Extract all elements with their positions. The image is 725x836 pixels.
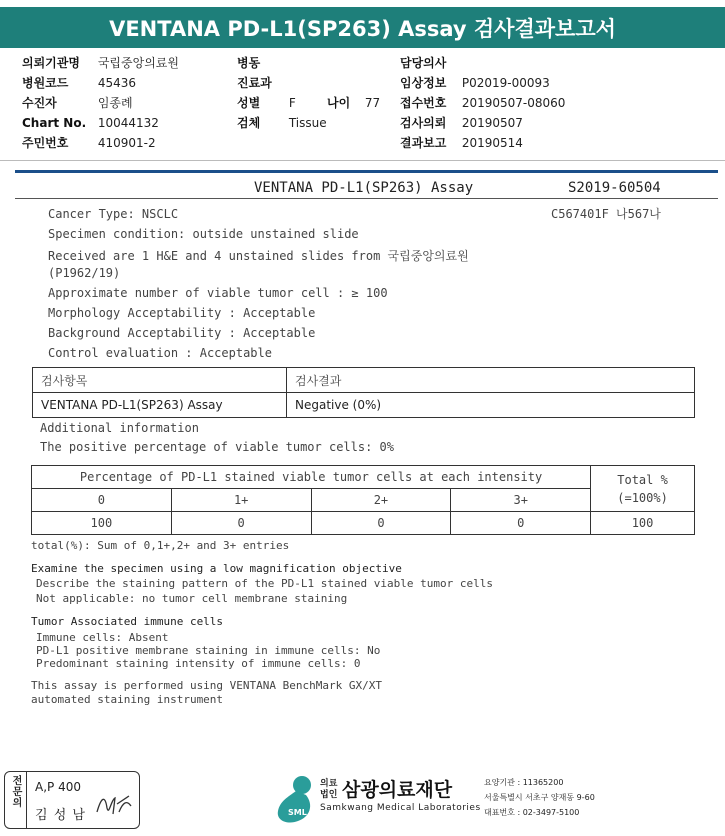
info-institution: 의뢰기관명 국립중앙의료원 (22, 56, 179, 70)
examine-title: Examine the specimen using a low magnification objective (31, 562, 402, 575)
info-resident-no: 주민번호 410901-2 (22, 136, 156, 150)
examine-line-1: Describe the staining pattern of the PD-L1 stained viable tumor cells (36, 577, 493, 590)
intensity-total: 100 (591, 512, 695, 535)
result-table-header (33, 368, 695, 393)
result-value: Negative (0%) (287, 393, 695, 418)
intensity-col-2: 2+ (311, 489, 451, 512)
control-evaluation: Control evaluation : Acceptable (48, 346, 272, 360)
info-divider (0, 160, 725, 161)
intensity-header-row (32, 466, 695, 489)
result-table-row (33, 393, 695, 418)
info-ward: 병동 (237, 56, 261, 70)
viable-tumor-count: Approximate number of viable tumor cell : ≥ 100 (48, 286, 388, 300)
block-id: C567401F 나567나 (551, 207, 661, 221)
additional-info-title: Additional information (40, 421, 199, 435)
org-name: 삼광의료재단 (342, 779, 453, 801)
org-english-name: Samkwang Medical Laboratories (320, 803, 481, 813)
assay-note-line-2: automated staining instrument (31, 693, 224, 706)
stamp-name: 김 성 남 (35, 808, 86, 823)
stamp-vertical-label: 전문의 (5, 772, 27, 828)
background-acceptability: Background Acceptability : Acceptable (48, 326, 316, 340)
pathologist-stamp (4, 771, 140, 829)
immune-line-3: Predominant staining intensity of immune cells: 0 (36, 657, 361, 670)
cancer-type: Cancer Type: NSCLC (48, 207, 179, 221)
info-department: 진료과 (237, 76, 272, 90)
morphology-acceptability: Morphology Acceptability : Acceptable (48, 306, 316, 320)
assay-note-line-1: This assay is performed using VENTANA BenchMark GX/XT (31, 679, 382, 692)
stamp-code: A,P 400 (35, 780, 81, 794)
intensity-table (31, 465, 695, 535)
total-note: total(%): Sum of 0,1+,2+ and 3+ entries (31, 539, 290, 552)
intensity-col-1: 1+ (171, 489, 311, 512)
org-code: 요양기관 : 11365200 (484, 778, 564, 787)
info-patient-name: 수진자 임종례 (22, 96, 133, 110)
info-specimen: 검체 Tissue (237, 116, 327, 130)
org-prefix: 의료 법인 (320, 779, 338, 800)
info-hospital-code: 병원코드 45436 (22, 76, 137, 90)
additional-info-text: The positive percentage of viable tumor cells: 0% (40, 440, 395, 454)
total-header: Total % (=100%) (591, 466, 695, 512)
intensity-col-0: 0 (32, 489, 172, 512)
signature (95, 790, 135, 820)
received-line-2: (P1962/19) (48, 266, 121, 280)
specimen-condition: Specimen condition: outside unstained slide (48, 227, 359, 241)
info-sex: 성별 F (237, 96, 296, 110)
intensity-value-1: 0 (171, 512, 311, 535)
patient-info (0, 52, 725, 162)
result-header-result: 검사결과 (287, 368, 695, 393)
intensity-col-3: 3+ (451, 489, 591, 512)
org-phone: 대표번호 : 02-3497-5100 (484, 808, 580, 817)
result-header-item: 검사항목 (33, 368, 287, 393)
info-report-date: 결과보고 20190514 (400, 136, 523, 150)
report-title: VENTANA PD-L1(SP263) Assay 검사결과보고서 (0, 0, 725, 48)
info-age: 나이 77 (327, 96, 381, 110)
result-item: VENTANA PD-L1(SP263) Assay (33, 393, 287, 418)
info-clinical: 임상정보 P02019-00093 (400, 76, 550, 90)
heading-underline (15, 198, 718, 199)
immune-line-1: Immune cells: Absent (36, 631, 169, 644)
immune-line-2: PD-L1 positive membrane staining in immune cells: No (36, 644, 381, 657)
result-table (32, 367, 695, 418)
report-top-rule (15, 170, 718, 173)
org-address: 서울특별시 서초구 양재동 9-60 (484, 793, 595, 802)
sml-logo-icon (270, 771, 320, 827)
received-line-1: Received are 1 H&E and 4 unstained slides from 국립중앙의료원 (48, 249, 469, 263)
assay-heading: VENTANA PD-L1(SP263) Assay (254, 180, 474, 196)
intensity-value-0: 100 (32, 512, 172, 535)
logo-text: SML (288, 808, 307, 817)
tumor-immune-title: Tumor Associated immune cells (31, 615, 224, 628)
report-id: S2019-60504 (568, 180, 661, 196)
examine-line-2: Not applicable: no tumor cell membrane staining (36, 592, 348, 605)
intensity-value-2: 0 (311, 512, 451, 535)
intensity-values-row (32, 512, 695, 535)
footer (0, 765, 725, 836)
info-request-date: 검사의뢰 20190507 (400, 116, 523, 130)
info-receipt-no: 접수번호 20190507-08060 (400, 96, 566, 110)
intensity-value-3: 0 (451, 512, 591, 535)
info-doctor: 담당의사 (400, 56, 447, 70)
info-chart-no: Chart No. 10044132 (22, 116, 159, 130)
intensity-header: Percentage of PD-L1 stained viable tumor cells at each intensity (32, 466, 591, 489)
